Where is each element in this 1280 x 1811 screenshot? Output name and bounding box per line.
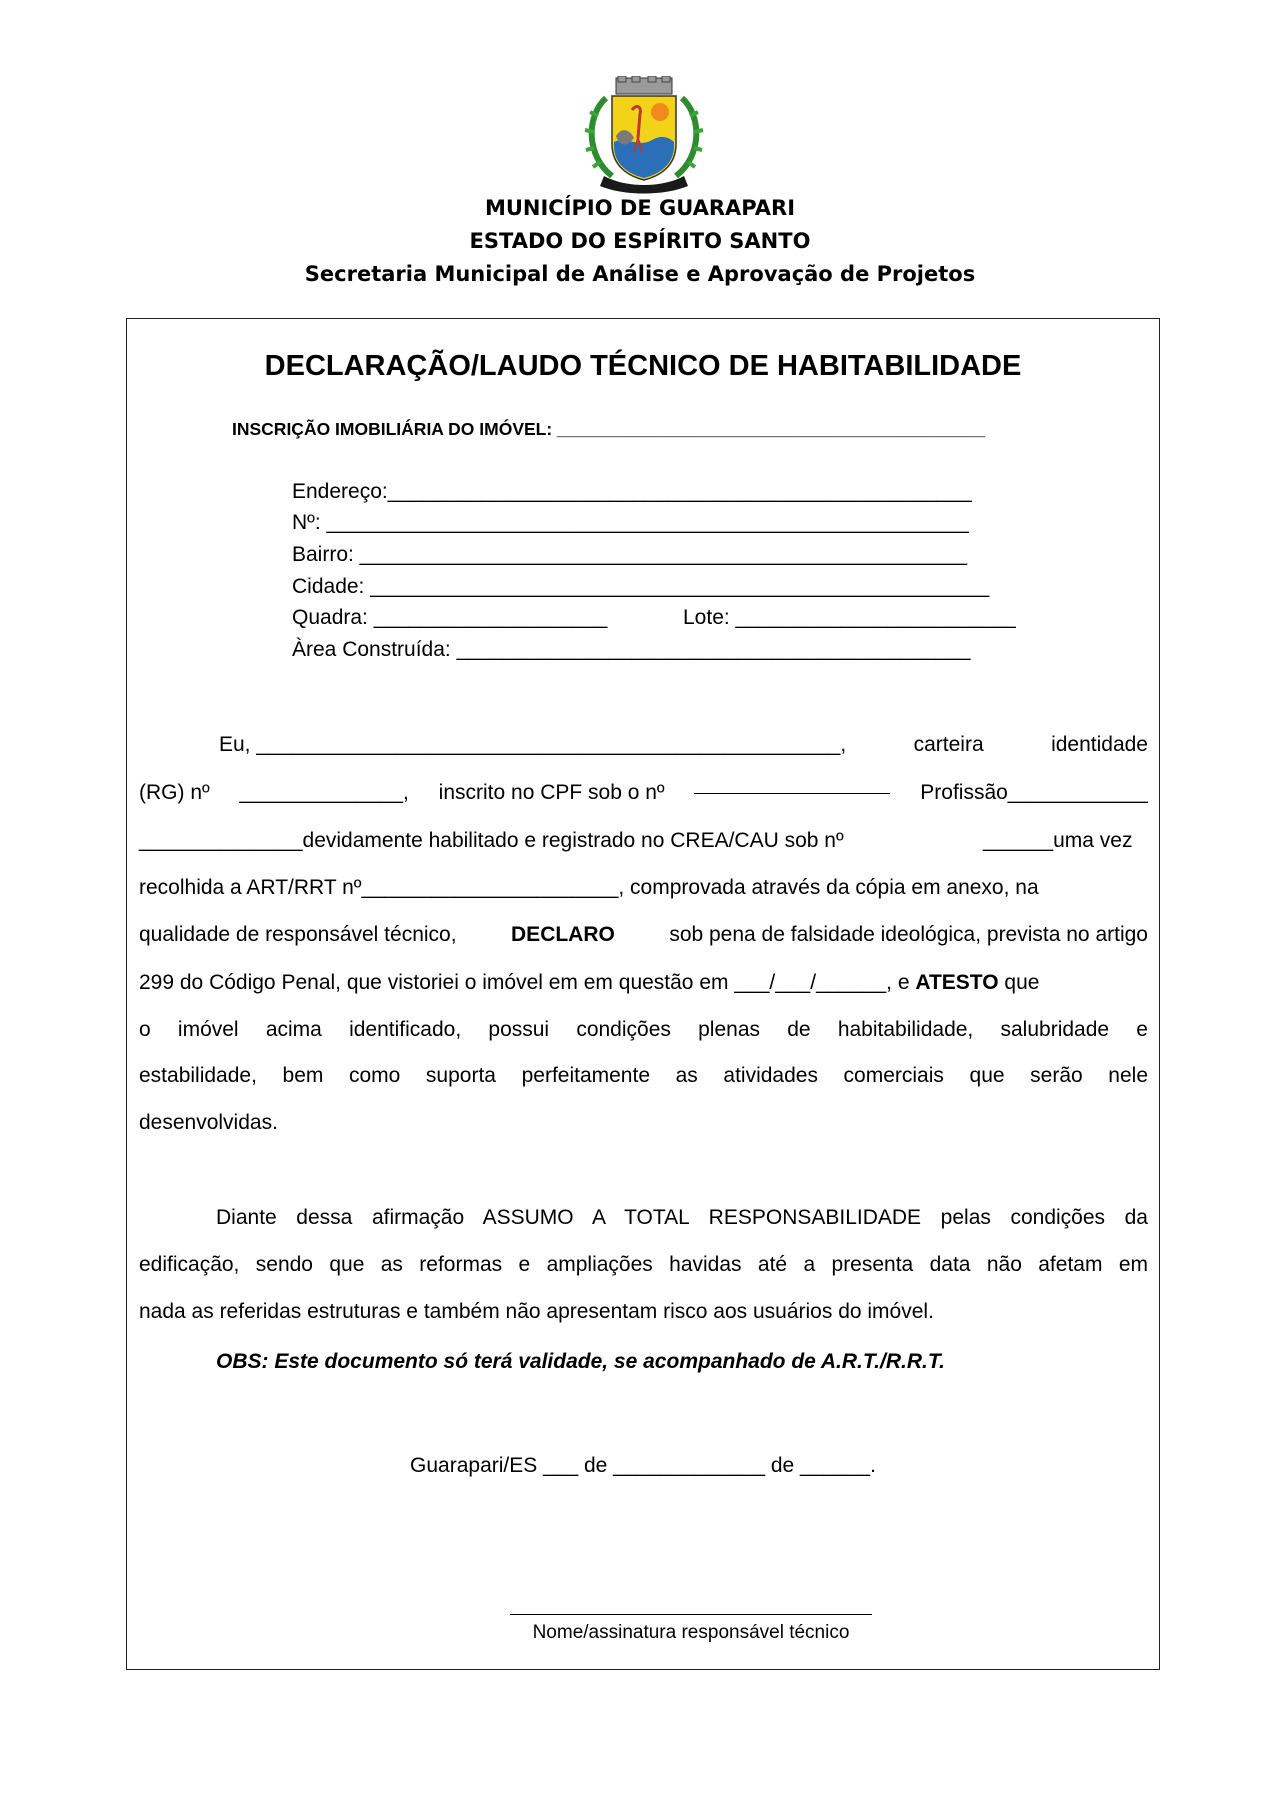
- document-title: DECLARAÇÃO/LAUDO TÉCNICO DE HABITABILIDADE: [264, 350, 1022, 382]
- declaro-bold: DECLARO: [511, 923, 615, 946]
- responsibility-line-1: [216, 1206, 1148, 1230]
- name-blank[interactable]: Eu, __________________________________________________,: [219, 733, 847, 756]
- declaration-line-7: [139, 1018, 1148, 1042]
- responsibility-line-2: [139, 1253, 1148, 1277]
- text-span: edificação, sendo que as reformas e ampliações havidas até a presenta data não afetam em: [139, 1253, 1148, 1276]
- declaration-line-6: [139, 971, 1039, 995]
- obs-note: OBS: Este documento só terá validade, se acompanhado de A.R.T./R.R.T.: [216, 1350, 945, 1373]
- municipality-title: MUNICÍPIO DE GUARAPARI: [484, 196, 796, 220]
- date-line[interactable]: Guarapari/ES ___ de _____________ de ______.: [410, 1454, 876, 1477]
- signature-label: Nome/assinatura responsável técnico: [532, 1622, 850, 1643]
- cpf-blank[interactable]: [694, 779, 890, 794]
- text-span: inscrito no CPF sob o nº: [438, 781, 665, 804]
- declaration-line-5: [139, 923, 1148, 947]
- text-span: que: [1004, 971, 1040, 994]
- text-span: (RG) nº: [139, 781, 210, 804]
- lote-field[interactable]: Lote: ________________________: [683, 606, 1016, 629]
- inscricao-field[interactable]: INSCRIÇÃO IMOBILIÁRIA DO IMÓVEL: ____________________________________________: [232, 419, 986, 439]
- text-span: estabilidade, bem como suporta perfeitamente as atividades comerciais que serão nele: [139, 1064, 1148, 1087]
- area-construida-field[interactable]: Àrea Construída: ____________________________________________: [292, 638, 971, 661]
- bairro-field[interactable]: Bairro: ____________________________________________________: [292, 543, 968, 566]
- declaration-line-2: [139, 781, 1148, 805]
- signature-line[interactable]: [510, 1614, 872, 1615]
- text-span: carteira: [913, 733, 984, 756]
- declaration-line-3: ______________devidamente habilitado e registrado no CREA/CAU sob nº: [139, 829, 844, 852]
- coat-of-arms-icon: [576, 76, 712, 194]
- state-title: ESTADO DO ESPÍRITO SANTO: [469, 229, 811, 253]
- crea-blank[interactable]: ______uma vez: [983, 829, 1133, 852]
- text-span: identidade: [1051, 733, 1148, 756]
- text-span: qualidade de responsável técnico,: [139, 923, 457, 946]
- endereco-field[interactable]: Endereço:__________________________________________________: [292, 480, 972, 503]
- text-span: sob pena de falsidade ideológica, prevista no artigo: [669, 923, 1148, 946]
- rg-blank[interactable]: ______________,: [239, 781, 409, 804]
- declaration-line-9: desenvolvidas.: [139, 1111, 278, 1134]
- profissao-blank[interactable]: Profissão____________: [920, 781, 1148, 804]
- department-title: Secretaria Municipal de Análise e Aprovação de Projetos: [304, 262, 976, 286]
- declaration-line-4: recolhida a ART/RRT nº______________________, comprovada através da cópia em anexo, na: [139, 876, 1039, 899]
- text-span: Diante dessa afirmação ASSUMO A TOTAL RESPONSABILIDADE pelas condições da: [216, 1206, 1148, 1229]
- quadra-field[interactable]: Quadra: ____________________: [292, 606, 608, 629]
- atesto-bold: ATESTO: [915, 971, 999, 994]
- text-span: o imóvel acima identificado, possui condições plenas de habitabilidade, salubridade e: [139, 1018, 1148, 1041]
- numero-field[interactable]: Nº: _______________________________________________________: [292, 511, 969, 534]
- responsibility-line-3: nada as referidas estruturas e também não apresentam risco aos usuários do imóvel.: [139, 1300, 934, 1323]
- declaration-line-1: [219, 733, 1148, 757]
- text-span: 299 do Código Penal, que vistoriei o imóvel em em questão em ___/___/______, e: [139, 971, 910, 994]
- cidade-field[interactable]: Cidade: _____________________________________________________: [292, 575, 990, 598]
- declaration-line-8: [139, 1064, 1148, 1088]
